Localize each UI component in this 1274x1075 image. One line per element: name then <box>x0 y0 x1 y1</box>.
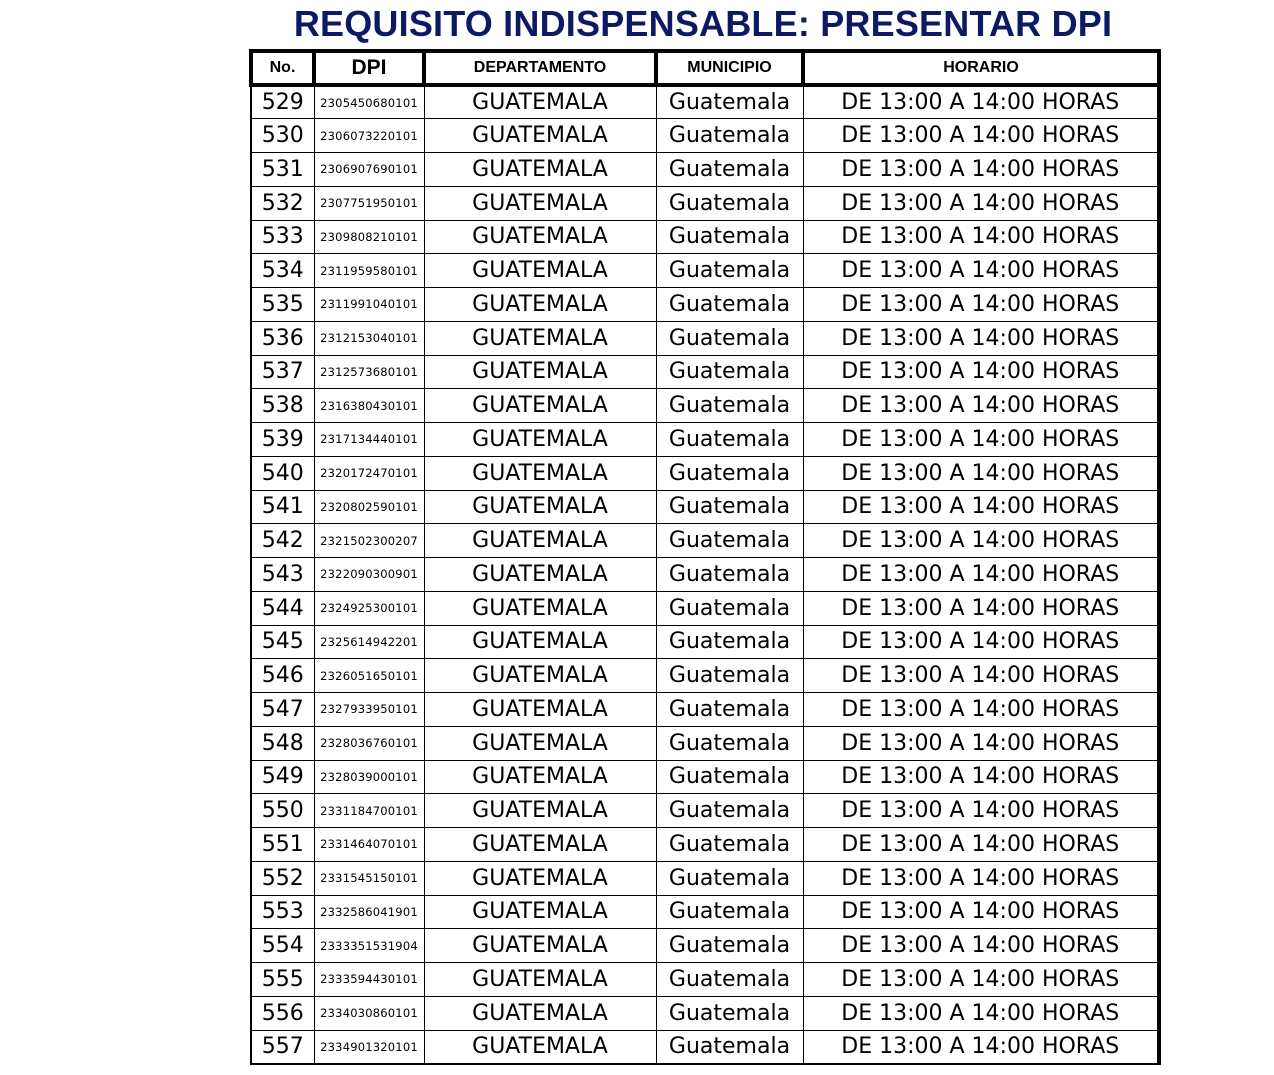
cell-horario: DE 13:00 A 14:00 HORAS <box>803 693 1159 727</box>
cell-dpi: 2312153040101 <box>314 321 424 355</box>
cell-horario: DE 13:00 A 14:00 HORAS <box>803 186 1159 220</box>
cell-departamento: GUATEMALA <box>424 693 656 727</box>
cell-dpi: 2333351531904 <box>314 929 424 963</box>
cell-dpi: 2328036760101 <box>314 726 424 760</box>
cell-horario: DE 13:00 A 14:00 HORAS <box>803 794 1159 828</box>
table-row <box>251 861 1159 895</box>
table-row <box>251 794 1159 828</box>
table-row <box>251 456 1159 490</box>
cell-horario: DE 13:00 A 14:00 HORAS <box>803 929 1159 963</box>
cell-horario: DE 13:00 A 14:00 HORAS <box>803 625 1159 659</box>
cell-no: 535 <box>251 288 314 322</box>
cell-departamento: GUATEMALA <box>424 456 656 490</box>
cell-departamento: GUATEMALA <box>424 423 656 457</box>
cell-municipio: Guatemala <box>656 895 803 929</box>
cell-horario: DE 13:00 A 14:00 HORAS <box>803 456 1159 490</box>
cell-horario: DE 13:00 A 14:00 HORAS <box>803 254 1159 288</box>
cell-no: 534 <box>251 254 314 288</box>
cell-municipio: Guatemala <box>656 693 803 727</box>
cell-departamento: GUATEMALA <box>424 996 656 1030</box>
cell-horario: DE 13:00 A 14:00 HORAS <box>803 321 1159 355</box>
cell-municipio: Guatemala <box>656 591 803 625</box>
cell-departamento: GUATEMALA <box>424 153 656 187</box>
cell-no: 544 <box>251 591 314 625</box>
cell-no: 530 <box>251 119 314 153</box>
cell-horario: DE 13:00 A 14:00 HORAS <box>803 895 1159 929</box>
cell-departamento: GUATEMALA <box>424 760 656 794</box>
cell-horario: DE 13:00 A 14:00 HORAS <box>803 659 1159 693</box>
cell-no: 551 <box>251 828 314 862</box>
cell-departamento: GUATEMALA <box>424 861 656 895</box>
cell-no: 540 <box>251 456 314 490</box>
table-row <box>251 996 1159 1030</box>
table-row <box>251 490 1159 524</box>
cell-departamento: GUATEMALA <box>424 119 656 153</box>
cell-dpi: 2307751950101 <box>314 186 424 220</box>
cell-horario: DE 13:00 A 14:00 HORAS <box>803 760 1159 794</box>
cell-no: 533 <box>251 220 314 254</box>
cell-no: 536 <box>251 321 314 355</box>
cell-no: 538 <box>251 389 314 423</box>
header-row <box>251 51 1159 85</box>
cell-horario: DE 13:00 A 14:00 HORAS <box>803 726 1159 760</box>
cell-municipio: Guatemala <box>656 456 803 490</box>
table-row <box>251 254 1159 288</box>
cell-no: 550 <box>251 794 314 828</box>
table-row <box>251 389 1159 423</box>
table-row <box>251 659 1159 693</box>
table-row <box>251 153 1159 187</box>
cell-departamento: GUATEMALA <box>424 220 656 254</box>
cell-no: 539 <box>251 423 314 457</box>
cell-dpi: 2312573680101 <box>314 355 424 389</box>
cell-departamento: GUATEMALA <box>424 726 656 760</box>
cell-dpi: 2321502300207 <box>314 524 424 558</box>
cell-municipio: Guatemala <box>656 524 803 558</box>
cell-horario: DE 13:00 A 14:00 HORAS <box>803 119 1159 153</box>
cell-municipio: Guatemala <box>656 119 803 153</box>
cell-departamento: GUATEMALA <box>424 524 656 558</box>
table-row <box>251 220 1159 254</box>
cell-dpi: 2306073220101 <box>314 119 424 153</box>
table-row <box>251 963 1159 997</box>
cell-dpi: 2322090300901 <box>314 558 424 592</box>
cell-no: 555 <box>251 963 314 997</box>
cell-no: 552 <box>251 861 314 895</box>
cell-no: 543 <box>251 558 314 592</box>
table-body <box>251 85 1159 1064</box>
cell-municipio: Guatemala <box>656 1030 803 1064</box>
cell-municipio: Guatemala <box>656 558 803 592</box>
table-row <box>251 625 1159 659</box>
cell-horario: DE 13:00 A 14:00 HORAS <box>803 591 1159 625</box>
cell-departamento: GUATEMALA <box>424 186 656 220</box>
cell-no: 547 <box>251 693 314 727</box>
table-header <box>251 51 1159 85</box>
table-row <box>251 828 1159 862</box>
cell-horario: DE 13:00 A 14:00 HORAS <box>803 558 1159 592</box>
cell-municipio: Guatemala <box>656 389 803 423</box>
cell-dpi: 2320172470101 <box>314 456 424 490</box>
cell-dpi: 2306907690101 <box>314 153 424 187</box>
cell-horario: DE 13:00 A 14:00 HORAS <box>803 1030 1159 1064</box>
table-row <box>251 524 1159 558</box>
cell-dpi: 2320802590101 <box>314 490 424 524</box>
cell-dpi: 2327933950101 <box>314 693 424 727</box>
cell-municipio: Guatemala <box>656 288 803 322</box>
cell-municipio: Guatemala <box>656 828 803 862</box>
table-row <box>251 85 1159 119</box>
table-row <box>251 423 1159 457</box>
cell-horario: DE 13:00 A 14:00 HORAS <box>803 85 1159 119</box>
cell-no: 545 <box>251 625 314 659</box>
cell-dpi: 2317134440101 <box>314 423 424 457</box>
cell-no: 532 <box>251 186 314 220</box>
cell-municipio: Guatemala <box>656 254 803 288</box>
cell-horario: DE 13:00 A 14:00 HORAS <box>803 389 1159 423</box>
cell-departamento: GUATEMALA <box>424 659 656 693</box>
table-row <box>251 693 1159 727</box>
cell-no: 546 <box>251 659 314 693</box>
cell-municipio: Guatemala <box>656 861 803 895</box>
cell-departamento: GUATEMALA <box>424 591 656 625</box>
column-header-departamento: DEPARTAMENTO <box>424 51 656 85</box>
column-header-horario: HORARIO <box>803 51 1159 85</box>
cell-municipio: Guatemala <box>656 85 803 119</box>
cell-departamento: GUATEMALA <box>424 828 656 862</box>
cell-dpi: 2332586041901 <box>314 895 424 929</box>
cell-horario: DE 13:00 A 14:00 HORAS <box>803 828 1159 862</box>
cell-dpi: 2334030860101 <box>314 996 424 1030</box>
cell-municipio: Guatemala <box>656 490 803 524</box>
cell-municipio: Guatemala <box>656 726 803 760</box>
cell-municipio: Guatemala <box>656 220 803 254</box>
table-row <box>251 186 1159 220</box>
cell-departamento: GUATEMALA <box>424 625 656 659</box>
cell-municipio: Guatemala <box>656 963 803 997</box>
cell-departamento: GUATEMALA <box>424 85 656 119</box>
cell-no: 541 <box>251 490 314 524</box>
cell-horario: DE 13:00 A 14:00 HORAS <box>803 220 1159 254</box>
cell-horario: DE 13:00 A 14:00 HORAS <box>803 490 1159 524</box>
cell-departamento: GUATEMALA <box>424 929 656 963</box>
cell-municipio: Guatemala <box>656 186 803 220</box>
cell-dpi: 2309808210101 <box>314 220 424 254</box>
cell-no: 537 <box>251 355 314 389</box>
cell-municipio: Guatemala <box>656 996 803 1030</box>
table-row <box>251 355 1159 389</box>
cell-horario: DE 13:00 A 14:00 HORAS <box>803 355 1159 389</box>
cell-horario: DE 13:00 A 14:00 HORAS <box>803 423 1159 457</box>
cell-horario: DE 13:00 A 14:00 HORAS <box>803 288 1159 322</box>
cell-horario: DE 13:00 A 14:00 HORAS <box>803 861 1159 895</box>
cell-no: 548 <box>251 726 314 760</box>
table-row <box>251 895 1159 929</box>
cell-no: 553 <box>251 895 314 929</box>
cell-dpi: 2331545150101 <box>314 861 424 895</box>
cell-dpi: 2331464070101 <box>314 828 424 862</box>
cell-no: 557 <box>251 1030 314 1064</box>
table-row <box>251 929 1159 963</box>
cell-no: 549 <box>251 760 314 794</box>
roster-table <box>249 49 1161 1065</box>
table-row <box>251 760 1159 794</box>
cell-no: 529 <box>251 85 314 119</box>
cell-horario: DE 13:00 A 14:00 HORAS <box>803 996 1159 1030</box>
cell-departamento: GUATEMALA <box>424 963 656 997</box>
column-header-dpi: DPI <box>314 51 424 85</box>
cell-dpi: 2333594430101 <box>314 963 424 997</box>
cell-departamento: GUATEMALA <box>424 254 656 288</box>
cell-municipio: Guatemala <box>656 625 803 659</box>
page-title: REQUISITO INDISPENSABLE: PRESENTAR DPI <box>293 3 1113 44</box>
cell-horario: DE 13:00 A 14:00 HORAS <box>803 524 1159 558</box>
cell-horario: DE 13:00 A 14:00 HORAS <box>803 963 1159 997</box>
table-row <box>251 1030 1159 1064</box>
cell-horario: DE 13:00 A 14:00 HORAS <box>803 153 1159 187</box>
cell-no: 554 <box>251 929 314 963</box>
cell-departamento: GUATEMALA <box>424 895 656 929</box>
cell-no: 531 <box>251 153 314 187</box>
column-header-no: No. <box>251 51 314 85</box>
table-row <box>251 288 1159 322</box>
cell-municipio: Guatemala <box>656 153 803 187</box>
cell-dpi: 2331184700101 <box>314 794 424 828</box>
cell-municipio: Guatemala <box>656 760 803 794</box>
cell-municipio: Guatemala <box>656 659 803 693</box>
table-row <box>251 558 1159 592</box>
cell-dpi: 2325614942201 <box>314 625 424 659</box>
cell-dpi: 2334901320101 <box>314 1030 424 1064</box>
table-row <box>251 726 1159 760</box>
cell-dpi: 2311959580101 <box>314 254 424 288</box>
cell-municipio: Guatemala <box>656 355 803 389</box>
cell-dpi: 2324925300101 <box>314 591 424 625</box>
cell-dpi: 2311991040101 <box>314 288 424 322</box>
cell-no: 542 <box>251 524 314 558</box>
table-row <box>251 119 1159 153</box>
cell-dpi: 2316380430101 <box>314 389 424 423</box>
cell-departamento: GUATEMALA <box>424 355 656 389</box>
cell-departamento: GUATEMALA <box>424 288 656 322</box>
cell-dpi: 2305450680101 <box>314 85 424 119</box>
cell-departamento: GUATEMALA <box>424 321 656 355</box>
column-header-municipio: MUNICIPIO <box>656 51 803 85</box>
cell-dpi: 2326051650101 <box>314 659 424 693</box>
table-row <box>251 591 1159 625</box>
cell-departamento: GUATEMALA <box>424 558 656 592</box>
cell-departamento: GUATEMALA <box>424 794 656 828</box>
cell-municipio: Guatemala <box>656 423 803 457</box>
cell-municipio: Guatemala <box>656 929 803 963</box>
cell-no: 556 <box>251 996 314 1030</box>
cell-departamento: GUATEMALA <box>424 389 656 423</box>
cell-municipio: Guatemala <box>656 794 803 828</box>
table-row <box>251 321 1159 355</box>
cell-municipio: Guatemala <box>656 321 803 355</box>
cell-departamento: GUATEMALA <box>424 1030 656 1064</box>
cell-departamento: GUATEMALA <box>424 490 656 524</box>
cell-dpi: 2328039000101 <box>314 760 424 794</box>
